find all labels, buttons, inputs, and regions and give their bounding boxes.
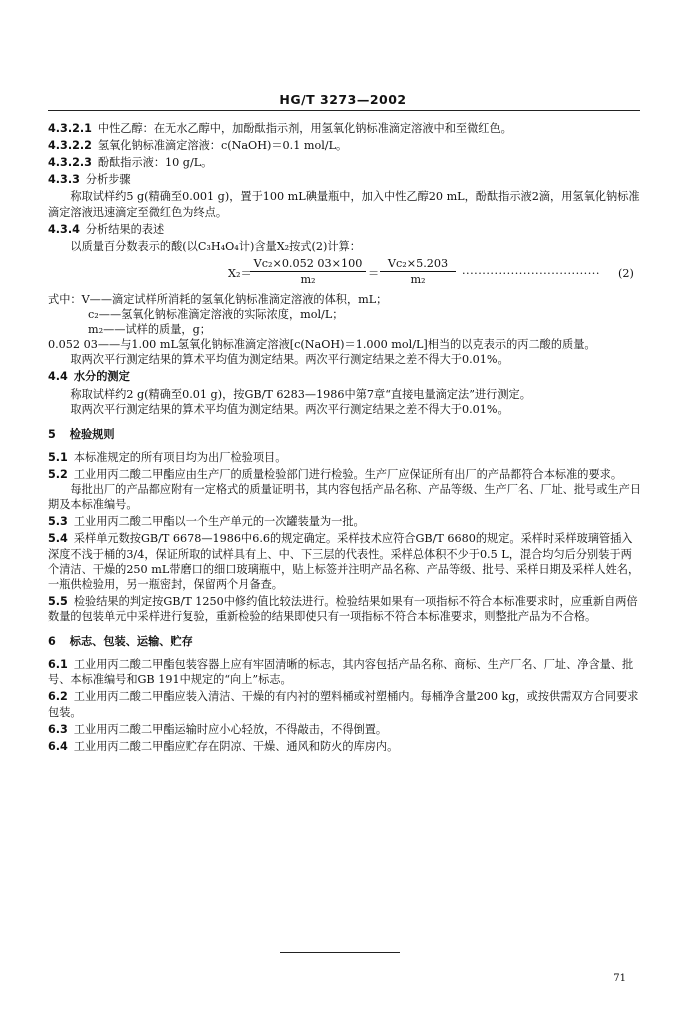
clause-6-3 [48, 722, 642, 737]
formula-definitions [48, 292, 642, 352]
clause-4-4-p2: 取两次平行测定结果的算术平均值为测定结果。两次平行测定结果之差不得大于0.01%。 [70, 402, 509, 416]
section-number: 6 [48, 635, 56, 649]
clause-number: 6.3 [48, 722, 68, 736]
page-number: 71 [613, 973, 626, 984]
clause-4-3-4-result: 取两次平行测定结果的算术平均值为测定结果。两次平行测定结果之差不得大于0.01%。 [70, 353, 509, 367]
formula-intro: 以质量百分数表示的酸(以C₃H₄O₄计)含量X₂按式(2)计算： [70, 239, 361, 253]
clause-text: 采样单元数按GB/T 6678—1986中6.6的规定确定。采样技术应符合GB/T 6680的规定。采样时采样玻璃管插入深度不浅于桶的3/4，保证所取的试样具有上、中、下三层的代表性。采样总体积不少于0.5 L，混合均匀后分别装于两个清洁、干燥的250 mL带磨口的细口玻璃瓶中，贴上标签并注明产品名称、产品等级、批号、采样日期及采样人姓名，一瓶供检验用，另一瓶密封，保留两个月备查。 [48, 532, 640, 591]
clause-number: 5.2 [48, 467, 68, 481]
definition-v: 式中：V——滴定试样所消耗的氢氧化钠标准滴定溶液的体积，mL； [48, 292, 388, 306]
header-rule [48, 110, 640, 111]
section-title: 标志、包装、运输、贮存 [69, 635, 193, 649]
section-6-heading [48, 634, 642, 649]
clause-number: 5.3 [48, 515, 68, 529]
clause-number: 5.1 [48, 450, 68, 464]
clause-number: 6.2 [48, 690, 68, 704]
clause-text: 工业用丙二酸二甲酯应装入清洁、干燥的有内衬的塑料桶或衬塑桶内。每桶净含量200 kg，或按供需双方合同要求包装。 [48, 690, 639, 719]
clause-number: 5.4 [48, 532, 68, 546]
formula-fraction-2 [380, 256, 456, 287]
formula-equals: ＝ [368, 266, 380, 280]
section-number: 5 [48, 427, 56, 441]
clause-4-4-heading [48, 369, 642, 384]
section-5-heading [48, 427, 642, 442]
clause-number: 4.3.3 [48, 173, 80, 187]
clause-4-3-2-1 [48, 121, 642, 136]
clause-title: 分析结果的表述 [85, 222, 165, 236]
document-body [48, 121, 642, 756]
fraction-numerator: Vc₂×0.052 03×100 [250, 256, 366, 272]
clause-number: 4.3.4 [48, 222, 80, 236]
clause-6-4 [48, 739, 642, 754]
clause-text: 检验结果的判定按GB/T 1250中修约值比较法进行。检验结果如果有一项指标不符合本标准要求时，应重新自两倍数量的包装单元中采样进行复验，重新检验的结果即使只有一项指标不符合本标准要求，则整批产品为不合格。 [48, 594, 638, 623]
clause-text: 工业用丙二酸二甲酯应贮存在阴凉、干燥、通风和防火的库房内。 [73, 739, 399, 753]
clause-5-2-extra: 每批出厂的产品都应附有一定格式的质量证明书，其内容包括产品名称、产品等级、生产厂名、厂址、批号或生产日期及本标准编号。 [48, 483, 641, 512]
fraction-denominator: m₂ [410, 272, 426, 286]
clause-5-1 [48, 450, 642, 465]
clause-text: 本标准规定的所有项目均为出厂检验项目。 [73, 450, 287, 464]
clause-number: 6.1 [48, 658, 68, 672]
clause-text: 工业用丙二酸二甲酯应由生产厂的质量检验部门进行检验。生产厂应保证所有出厂的产品都符合本标准的要求。 [73, 467, 623, 481]
clause-4-3-4-heading [48, 222, 642, 237]
fraction-numerator: Vc₂×5.203 [380, 256, 456, 272]
clause-number: 6.4 [48, 739, 68, 753]
standard-code-header: HG/T 3273—2002 [279, 92, 407, 107]
clause-text: 工业用丙二酸二甲酯以一个生产单元的一次罐装量为一批。 [73, 515, 365, 529]
clause-number: 4.3.2.1 [48, 122, 92, 135]
section-title: 检验规则 [69, 427, 115, 441]
clause-title: 分析步骤 [85, 173, 131, 187]
formula-fraction-1 [250, 256, 366, 287]
clause-text: 工业用丙二酸二甲酯运输时应小心轻放，不得敲击，不得倒置。 [73, 722, 388, 736]
clause-5-2 [48, 467, 642, 482]
clause-title: 水分的测定 [73, 370, 130, 384]
clause-4-3-2-2 [48, 138, 642, 153]
clause-text: 工业用丙二酸二甲酯包装容器上应有牢固清晰的标志，其内容包括产品名称、商标、生产厂名、厂址、净含量、批号、本标准编号和GB 191中规定的“向上”标志。 [48, 658, 634, 687]
clause-4-4-p1: 称取试样约2 g(精确至0.01 g)，按GB/T 6283—1986中第7章“直接电量滴定法”进行测定。 [70, 387, 531, 401]
clause-4-3-3-body: 称取试样约5 g(精确至0.001 g)，置于100 mL碘量瓶中，加入中性乙醇20 mL，酚酞指示液2滴，用氢氧化钠标准滴定溶液迅速滴定至微红色为终点。 [48, 190, 640, 219]
clause-6-2 [48, 689, 642, 719]
clause-number: 5.5 [48, 594, 68, 608]
clause-number: 4.3.2.2 [48, 139, 92, 153]
clause-5-5 [48, 594, 642, 624]
definition-constant: 0.052 03——与1.00 mL氢氧化钠标准滴定溶液[c(NaOH)＝1.000 mol/L]相当的以克表示的丙二酸的质量。 [48, 338, 596, 352]
end-rule [280, 952, 400, 953]
clause-5-4 [48, 531, 642, 591]
clause-5-3 [48, 514, 642, 529]
formula-leader-dots: ·································· [462, 266, 600, 280]
clause-text: 中性乙醇：在无水乙醇中，加酚酞指示剂，用氢氧化钠标准滴定溶液中和至微红色。 [97, 122, 512, 135]
fraction-denominator: m₂ [300, 272, 316, 286]
clause-4-3-3-heading [48, 172, 642, 187]
clause-4-3-2-3 [48, 155, 642, 170]
clause-number: 4.3.2.3 [48, 156, 92, 170]
clause-text: 酚酞指示液：10 g/L。 [97, 156, 213, 170]
formula-lhs: X₂＝ [228, 266, 252, 280]
clause-6-1 [48, 657, 642, 687]
clause-number: 4.4 [48, 370, 68, 384]
formula-number: (2) [618, 266, 634, 280]
definition-c2: c₂——氢氧化钠标准滴定溶液的实际浓度，mol/L； [88, 307, 344, 321]
formula-2 [48, 256, 642, 290]
definition-m2: m₂——试样的质量，g； [88, 323, 211, 337]
clause-text: 氢氧化钠标准滴定溶液：c(NaOH)＝0.1 mol/L。 [97, 139, 348, 153]
